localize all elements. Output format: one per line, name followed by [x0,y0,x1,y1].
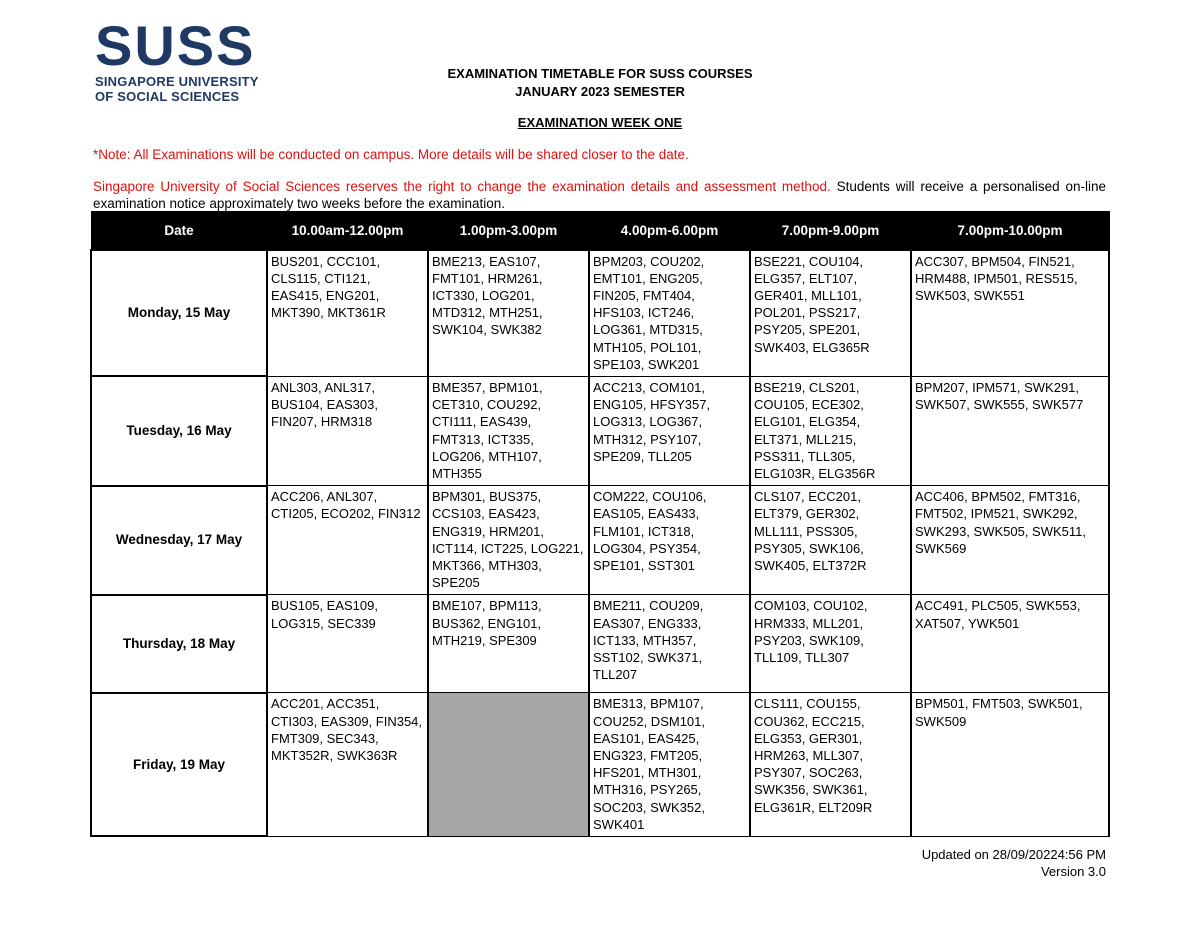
table-header-row [91,212,1109,251]
footer [922,846,1106,880]
exam-cell: BSE219, CLS201, COU105, ECE302, ELG101, ELG354, ELT371, MLL215, PSS311, TLL305, ELG103R, ELG356R [750,376,911,485]
exam-cell: ACC206, ANL307, CTI205, ECO202, FIN312 [267,486,428,595]
exam-cell: ACC201, ACC351, CTI303, EAS309, FIN354, FMT309, SEC343, MKT352R, SWK363R [267,693,428,837]
exam-cell: COM222, COU106, EAS105, EAS433, FLM101, ICT318, LOG304, PSY354, SPE101, SST301 [589,486,750,595]
page-title: EXAMINATION TIMETABLE FOR SUSS COURSES [447,66,753,81]
logo-mark: SUSS [95,14,256,77]
rights-black-text: Students will receive a personalised on-line examination notice approximately two weeks before the examination. [93,179,1106,211]
header-date: Date [91,212,267,251]
date-cell: Thursday, 18 May [91,595,267,693]
week-title: EXAMINATION WEEK ONE [517,115,683,130]
exam-cell: ACC307, BPM504, FIN521, HRM488, IPM501, RES515, SWK503, SWK551 [911,250,1109,376]
rights-paragraph [93,178,1106,212]
header-slot-1: 10.00am-12.00pm [267,212,428,251]
exam-cell: BME313, BPM107, COU252, DSM101, EAS101, EAS425, ENG323, FMT205, HFS201, MTH301, MTH316, PSY265, SOC203, SWK352, SWK401 [589,693,750,837]
exam-cell: BPM501, FMT503, SWK501, SWK509 [911,693,1109,837]
rights-red-text: Singapore University of Social Sciences reserves the right to change the examination details and assessment method. [93,179,831,194]
campus-note: *Note: All Examinations will be conducted on campus. More details will be shared closer to the date. [93,147,689,162]
table-row [91,250,1109,376]
empty-exam-cell [428,693,589,837]
table-row [91,595,1109,693]
header-slot-3: 4.00pm-6.00pm [589,212,750,251]
date-cell: Friday, 19 May [91,693,267,837]
date-cell: Wednesday, 17 May [91,486,267,595]
exam-cell: BPM203, COU202, EMT101, ENG205, FIN205, FMT404, HFS103, ICT246, LOG361, MTD315, MTH105, POL101, SPE103, SWK201 [589,250,750,376]
semester-title: JANUARY 2023 SEMESTER [515,84,685,99]
exam-cell: BUS201, CCC101, CLS115, CTI121, EAS415, ENG201, MKT390, MKT361R [267,250,428,376]
exam-timetable [90,211,1110,837]
date-cell: Monday, 15 May [91,250,267,376]
exam-cell: BUS105, EAS109, LOG315, SEC339 [267,595,428,693]
date-cell: Tuesday, 16 May [91,376,267,485]
exam-cell: CLS111, COU155, COU362, ECC215, ELG353, GER301, HRM263, MLL307, PSY307, SOC263, SWK356, SWK361, ELG361R, ELT209R [750,693,911,837]
exam-cell: BME107, BPM113, BUS362, ENG101, MTH219, SPE309 [428,595,589,693]
exam-cell: BME211, COU209, EAS307, ENG333, ICT133, MTH357, SST102, SWK371, TLL207 [589,595,750,693]
header-slot-2: 1.00pm-3.00pm [428,212,589,251]
exam-cell: CLS107, ECC201, ELT379, GER302, MLL111, PSS305, PSY305, SWK106, SWK405, ELT372R [750,486,911,595]
exam-cell: BME213, EAS107, FMT101, HRM261, ICT330, LOG201, MTD312, MTH251, SWK104, SWK382 [428,250,589,376]
exam-cell: BPM207, IPM571, SWK291, SWK507, SWK555, SWK577 [911,376,1109,485]
table-row [91,376,1109,485]
exam-cell: BPM301, BUS375, CCS103, EAS423, ENG319, HRM201, ICT114, ICT225, LOG221, MKT366, MTH303, SPE205 [428,486,589,595]
exam-cell: BSE221, COU104, ELG357, ELT107, GER401, MLL101, POL201, PSS217, PSY205, SPE201, SWK403, ELG365R [750,250,911,376]
updated-text: Updated on 28/09/20224:56 PM [921,847,1106,862]
header-slot-4: 7.00pm-9.00pm [750,212,911,251]
exam-cell: COM103, COU102, HRM333, MLL201, PSY203, SWK109, TLL109, TLL307 [750,595,911,693]
exam-cell: ANL303, ANL317, BUS104, EAS303, FIN207, HRM318 [267,376,428,485]
exam-cell: ACC491, PLC505, SWK553, XAT507, YWK501 [911,595,1109,693]
exam-cell: ACC406, BPM502, FMT316, FMT502, IPM521, SWK292, SWK293, SWK505, SWK511, SWK569 [911,486,1109,595]
header-slot-5: 7.00pm-10.00pm [911,212,1109,251]
table-row [91,486,1109,595]
exam-cell: BME357, BPM101, CET310, COU292, CTI111, EAS439, FMT313, ICT335, LOG206, MTH107, MTH355 [428,376,589,485]
logo-line-2: OF SOCIAL SCIENCES [95,89,240,104]
version-text: Version 3.0 [1040,864,1106,879]
exam-cell: ACC213, COM101, ENG105, HFSY357, LOG313, LOG367, MTH312, PSY107, SPE209, TLL205 [589,376,750,485]
logo-line-1: SINGAPORE UNIVERSITY [95,74,259,89]
table-row [91,693,1109,837]
